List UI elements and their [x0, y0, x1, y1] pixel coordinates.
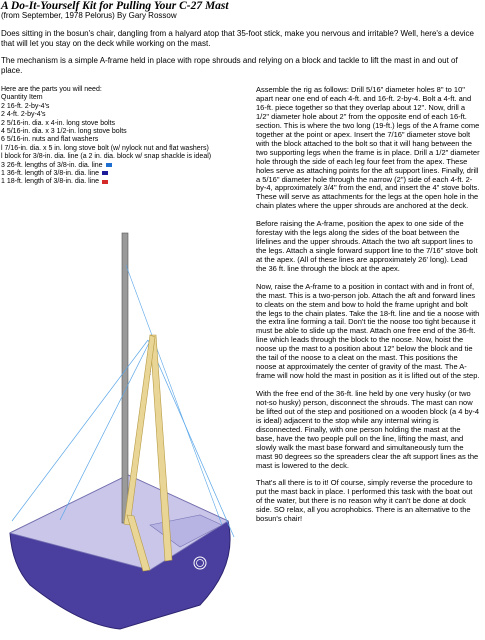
- parts-item: 2 16-ft. 2-by-4's: [1, 102, 50, 110]
- parts-item: 2 4-ft. 2-by-4's: [1, 111, 46, 119]
- instruction-paragraph: Assemble the rig as follows: Drill 5/16" diameter holes 8" to 10" apart near one end of each 4-ft. and 16-ft. 2-by-4. Bolt a 4-ft. and 16-ft. piece together so that they overlap about 12". Now, drill a 1/2" diameter hole about 2" from the opposite end of each 16-ft. section. This is where the two long (19-ft.) legs of the A frame come together at the point or apex. Insert the 7/16" diameter stove bolt with the block attached to the bolt so that it will hang between the two supporting legs when the frame is in place. Drill a 1/2" diameter hole through the side of each leg four feet from the apex. These holes serve as attaching points for the aft support lines. Finally, drill a 5/16" diameter hole through the narrow (2") side of each 4-ft. 2-by-4, approximately 3/4" from the end, and insert the 4" stove bolts. These will serve as attachments for the legs at the open hole in the chain plates where the upper shrouds are anchored at the deck.: [256, 85, 480, 211]
- instruction-paragraph: Before raising the A-frame, position the apex to one side of the forestay with the legs along the sides of the boat between the lifelines and the upper shrouds. Attach the two aft support lines to the legs. Attach a single forward support line to the 7/16" stove bolt at the apex. (All of these lines are approximately 26' long). Lead the 36 ft. line through the block at the apex.: [256, 219, 478, 273]
- parts-item: l block for 3/8-in. dia. line (a 2 in. dia. block w/ snap shackle is ideal): [1, 153, 212, 161]
- mast: [122, 233, 128, 523]
- mechanism-paragraph: The mechanism is a simple A-frame held in place with rope shrouds and relying on a block and tackle to lift the mast in and out of place.: [1, 56, 458, 75]
- parts-column-header: Quantity Item: [1, 94, 43, 102]
- parts-heading: Here are the parts you will need:: [1, 86, 102, 93]
- line-color-swatch: [106, 163, 112, 167]
- article-title: A Do-It-Yourself Kit for Pulling Your C-27 Mast: [1, 0, 229, 12]
- parts-item: 6 5/16-in. nuts and flat washers: [1, 136, 99, 144]
- intro-paragraph: Does sitting in the bosun's chair, dangling from a halyard atop that 35-foot stick, make you nervous and irritable? Well, here's a device that will let you stay on the deck while working on the mast.: [1, 29, 474, 48]
- parts-item: 4 5/16-in. dia. x 3 1/2-in. long stove bolts: [1, 128, 127, 136]
- line-color-swatch: [102, 180, 108, 184]
- instruction-paragraph: With the free end of the 36-ft. line held by one very husky (or two not-so husky) person, disconnect the shrouds. The mast can now be lifted out of the step and positioned on a wooden block (a 4 by-4 is ideal) adjacent to the stop while any internal wiring is disconnected. Finally, with one person holding the mast at the base, have the two people pull on the line, lifting the mast, and slowly walk the mast base forward and simultaneously turn the mast 90 degrees so the spreaders clear the aft support lines as the mast is lowered to the deck.: [256, 388, 480, 470]
- boat-illustration: [0, 225, 256, 637]
- article-subtitle: (from September, 1978 Pelorus) By Gary Rossow: [1, 11, 177, 20]
- parts-list: [1, 86, 241, 187]
- instruction-paragraph: Now, raise the A-frame to a position in contact with and in front of, the mast. This is a two-person job. Attach the aft and forward lines to cleats on the stem and bow to hold the frame upright and bolt the legs to the chain plates. Take the 18-ft. line and tie a noose with the extra line forming a tail. Don't tie the noose too tight because it must be able to slide up the mast. Attach one free end of the 36-ft. line which leads through the block to the noose. Now, hoist the noose up the mast to a position about 12" below the block and tie the tail of the noose to a cleat on the mast. This positions the noose at approximately the center of gravity of the mast. The A-frame will now hold the mast in position as it is lifted out of the step.: [256, 281, 480, 381]
- instruction-paragraph: That's all there is to it! Of course, simply reverse the procedure to put the mast back in place. I performed this task with the boat out of the water, but there is no reason why it can't be done at dock side. SO relax, all you acrophobics. There is an alternative to the bosun's chair!: [256, 478, 473, 524]
- parts-item: 1 36-ft. length of 3/8-in. dia. line: [1, 170, 241, 178]
- instructions-column: [256, 86, 480, 533]
- parts-item: l 7/16-in. dia. x 5 in. long stove bolt (w/ nylock nut and flat washers): [1, 144, 209, 152]
- parts-item: 1 18-ft. length of 3/8-in. dia. line: [1, 178, 241, 186]
- line-color-swatch: [102, 171, 108, 175]
- parts-item: 2 5/16-in. dia. x 4-in. long stove bolts: [1, 119, 116, 127]
- parts-item: 3 26-ft. lengths of 3/8-in. dia. line: [1, 162, 241, 170]
